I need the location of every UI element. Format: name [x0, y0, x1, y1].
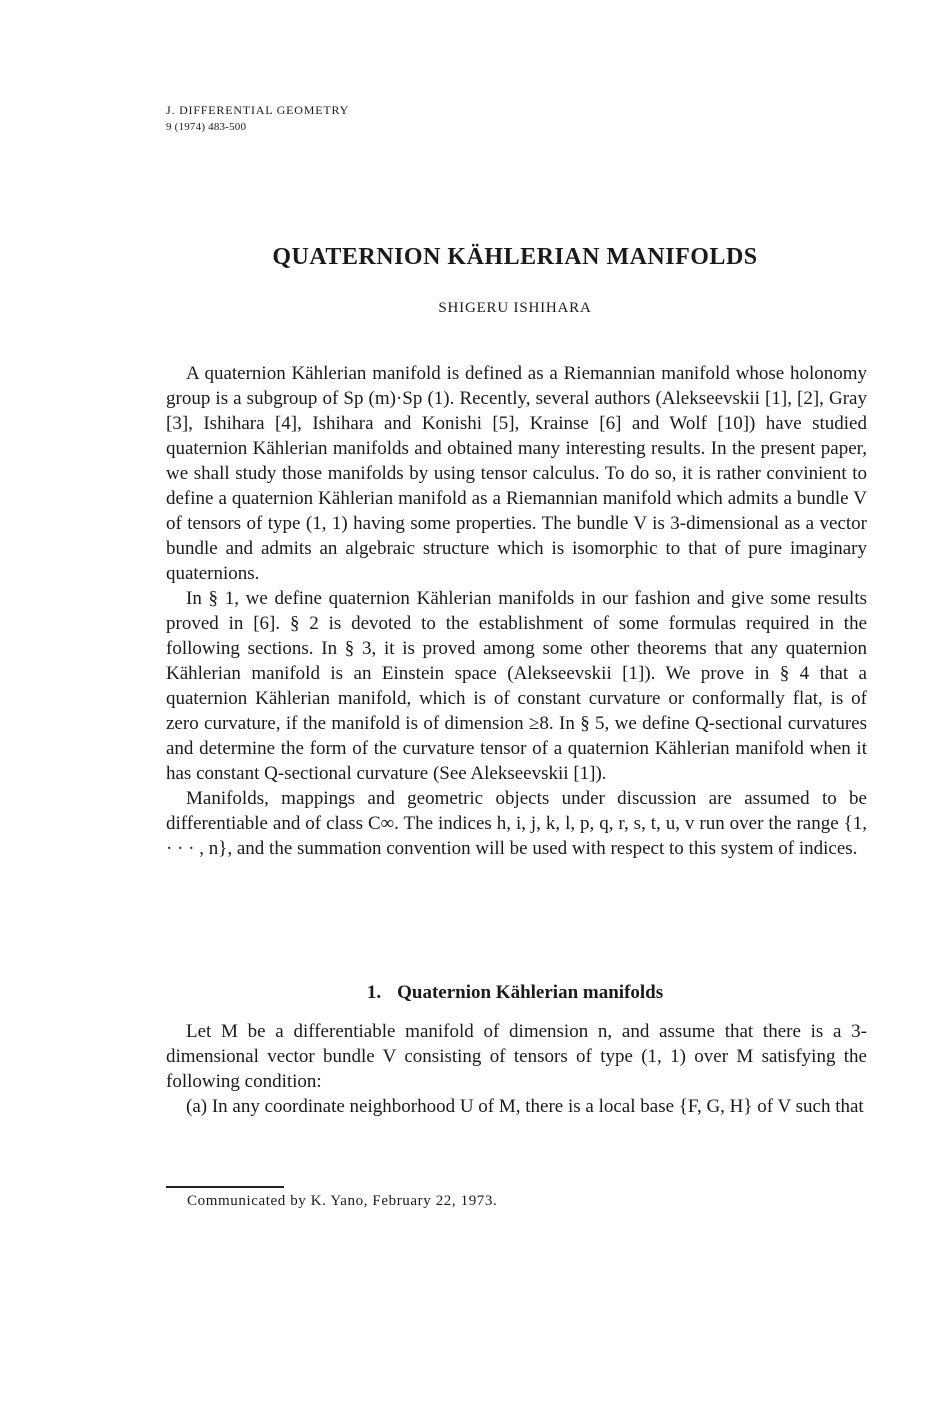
journal-name: J. DIFFERENTIAL GEOMETRY — [166, 103, 350, 117]
introduction — [166, 361, 867, 861]
section-paragraph-1: Let M be a differentiable manifold of dimension n, and assume that there is a 3-dimensional vector bundle V consisting of tensors of type (1, 1) over M satisfying the following condition: — [166, 1021, 867, 1092]
section-heading — [0, 982, 944, 1004]
paper-author: SHIGERU ISHIHARA — [438, 300, 592, 316]
footnote: Communicated by K. Yano, February 22, 1973. — [187, 1193, 498, 1209]
journal-header — [166, 102, 349, 136]
intro-paragraph-2: In § 1, we define quaternion Kählerian manifolds in our fashion and give some results proved in [6]. § 2 is devoted to the establishment of some formulas required in the following sections. In § 3, it is proved among some other theorems that any quaternion Kählerian manifold is an Einstein space (Alekseevskii [1]). We prove in § 4 that a quaternion Kählerian manifold, which is of constant curvature or conformally flat, is of zero curvature, if the manifold is of dimension ≥8. In § 5, we define Q-sectional curvatures and determine the form of the curvature tensor of a quaternion Kählerian manifold when it has constant Q-sectional curvature (See Alekseevskii [1]). — [166, 588, 867, 784]
section-paragraph-2: (a) In any coordinate neighborhood U of M, there is a local base {F, G, H} of V such that — [186, 1096, 864, 1117]
paper-title: QUATERNION KÄHLERIAN MANIFOLDS — [272, 244, 758, 270]
intro-paragraph-3: Manifolds, mappings and geometric objects under discussion are assumed to be differentiable and of class C∞. The indices h, i, j, k, l, p, q, r, s, t, u, v run over the range {1, · · · , n}, and the summation convention will be used with respect to this system of indices. — [166, 788, 867, 859]
section-title: Quaternion Kählerian manifolds — [397, 982, 664, 1003]
journal-volume: 9 (1974) 483-500 — [166, 121, 247, 133]
intro-paragraph-1: A quaternion Kählerian manifold is defined as a Riemannian manifold whose holonomy group is a subgroup of Sp (m)·Sp (1). Recently, several authors (Alekseevskii [1], [2], Gray [3], Ishihara [4], Ishihara and Konishi [5], Krainse [6] and Wolf [10]) have studied quaternion Kählerian manifolds and obtained many interesting results. In the present paper, we shall study those manifolds by using tensor calculus. To do so, it is rather convinient to define a quaternion Kählerian manifold as a Riemannian manifold which admits a bundle V of tensors of type (1, 1) having some properties. The bundle V is 3-dimensional as a vector bundle and admits an algebraic structure which is isomorphic to that of pure imaginary quaternions. — [166, 363, 867, 584]
section-body — [166, 1019, 867, 1119]
footnote-rule — [166, 1186, 284, 1188]
section-number: 1. — [366, 982, 382, 1003]
